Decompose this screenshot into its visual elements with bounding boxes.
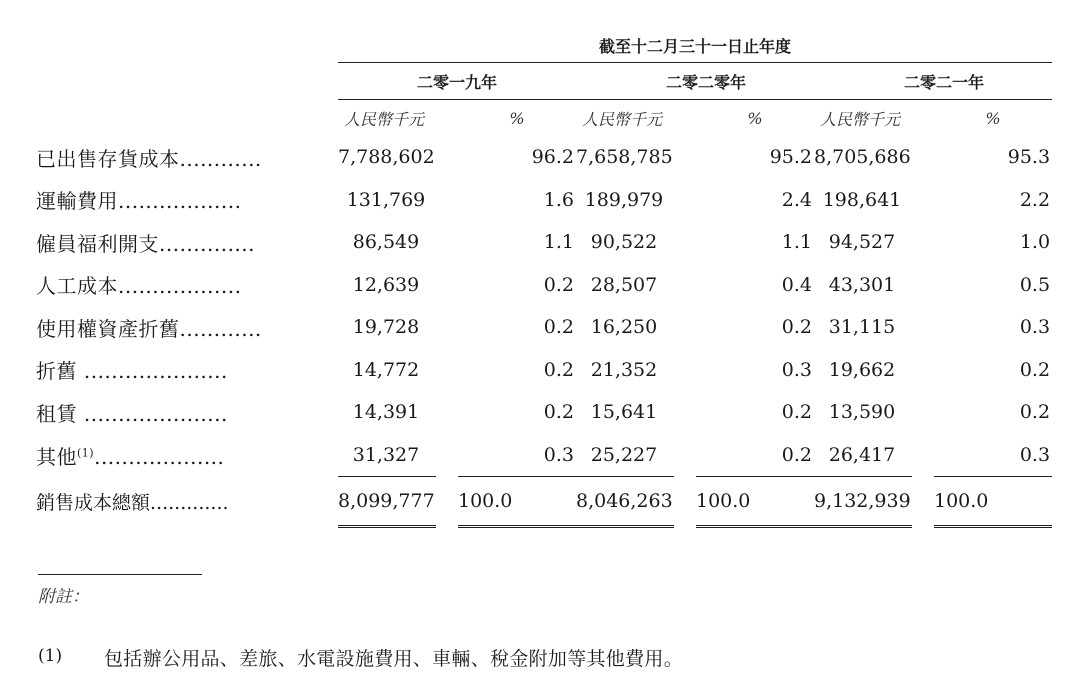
row-label-cell xyxy=(36,477,338,527)
row-label: 人工成本 xyxy=(36,274,118,299)
column-gap xyxy=(674,306,696,349)
leader-dots: ............ xyxy=(179,146,262,171)
column-gap xyxy=(674,264,696,307)
table-row xyxy=(36,434,1052,477)
column-gap xyxy=(436,306,458,349)
column-gap xyxy=(912,264,934,307)
column-gap xyxy=(436,391,458,434)
percent-cell: 0.3 xyxy=(458,434,576,477)
row-label-cell xyxy=(36,221,338,264)
leader-dots: ..................... xyxy=(77,401,228,426)
table-row xyxy=(36,391,1052,434)
table-row xyxy=(36,306,1052,349)
row-label-cell xyxy=(36,434,338,477)
row-label: 折舊 xyxy=(36,359,77,384)
row-label-cell xyxy=(36,349,338,392)
amount-cell: 43,301 xyxy=(828,273,896,296)
column-gap xyxy=(912,179,934,222)
table-row xyxy=(36,179,1052,222)
note-number: (1) xyxy=(38,646,63,666)
column-gap xyxy=(912,306,934,349)
unit-amount: 人民幣千元 xyxy=(344,109,425,129)
row-label: 使用權資產折舊 xyxy=(36,316,180,341)
percent-cell: 95.2 xyxy=(769,146,812,169)
percent-cell: 0.2 xyxy=(696,434,814,477)
percent-cell: 0.2 xyxy=(1019,358,1051,381)
percent-cell: 1.0 xyxy=(1019,231,1051,254)
column-gap xyxy=(674,221,696,264)
column-gap xyxy=(674,477,696,527)
column-gap xyxy=(674,179,696,222)
period-header: 截至十二月三十一日止年度 xyxy=(338,28,1052,63)
percent-cell: 0.3 xyxy=(934,434,1052,477)
amount-cell: 19,728 xyxy=(352,316,420,339)
column-gap xyxy=(674,391,696,434)
unit-amount: 人民幣千元 xyxy=(820,109,901,129)
percent-cell: 1.1 xyxy=(543,231,574,254)
amount-cell: 26,417 xyxy=(814,434,912,477)
percent-cell: 95.3 xyxy=(1007,146,1051,169)
percent-cell: 100.0 xyxy=(696,477,814,527)
amount-cell: 14,772 xyxy=(352,358,420,381)
row-label: 租賃 xyxy=(36,401,77,426)
percent-cell: 0.2 xyxy=(1019,401,1051,424)
row-label: 運輸費用 xyxy=(36,189,118,214)
column-gap xyxy=(436,136,458,179)
percent-cell: 0.2 xyxy=(543,273,574,296)
percent-cell: 0.5 xyxy=(1019,273,1051,296)
column-gap xyxy=(912,349,934,392)
table-row xyxy=(36,264,1052,307)
amount-cell: 198,641 xyxy=(822,188,902,211)
percent-cell: 1.1 xyxy=(781,231,812,254)
year-header-2020: 二零二零年 xyxy=(576,63,814,100)
amount-cell: 86,549 xyxy=(352,231,420,254)
table-row xyxy=(36,221,1052,264)
unit-percent: % xyxy=(509,108,525,128)
row-label: 其他 xyxy=(36,444,77,469)
amount-cell: 7,658,785 xyxy=(576,146,673,169)
unit-percent: % xyxy=(747,108,763,128)
notes-title: 附註： xyxy=(38,587,89,607)
percent-cell: 1.6 xyxy=(543,188,574,211)
percent-cell: 96.2 xyxy=(531,146,574,169)
amount-cell: 13,590 xyxy=(828,401,896,424)
row-label-cell xyxy=(36,264,338,307)
amount-cell: 8,046,263 xyxy=(576,477,674,527)
percent-cell: 0.2 xyxy=(543,316,574,339)
percent-cell: 0.2 xyxy=(781,316,812,339)
column-gap xyxy=(436,179,458,222)
total-row xyxy=(36,477,1052,527)
leader-dots: ................... xyxy=(94,444,225,469)
amount-cell: 12,639 xyxy=(352,273,420,296)
note-text: 包括辦公用品、差旅、水電設施費用、車輛、稅金附加等其他費用。 xyxy=(104,648,684,670)
percent-cell: 2.2 xyxy=(1019,188,1051,211)
amount-cell: 15,641 xyxy=(590,401,658,424)
year-header-2019: 二零一九年 xyxy=(338,63,576,100)
percent-cell: 0.2 xyxy=(543,401,574,424)
table-body xyxy=(36,136,1052,527)
notes-divider xyxy=(38,574,202,575)
footnote-marker: (1) xyxy=(77,445,95,459)
amount-cell: 7,788,602 xyxy=(338,146,435,169)
column-gap xyxy=(912,136,934,179)
percent-cell: 0.2 xyxy=(543,358,574,381)
column-gap xyxy=(912,391,934,434)
table-row xyxy=(36,136,1052,179)
amount-cell: 25,227 xyxy=(576,434,674,477)
column-gap xyxy=(912,434,934,477)
percent-cell: 0.2 xyxy=(781,401,812,424)
row-label-cell xyxy=(36,179,338,222)
column-gap xyxy=(674,349,696,392)
amount-cell: 94,527 xyxy=(828,231,896,254)
amount-cell: 131,769 xyxy=(346,188,426,211)
cost-of-sales-table xyxy=(36,28,1052,528)
amount-cell: 8,705,686 xyxy=(814,146,911,169)
row-label: 銷售成本總額 xyxy=(36,492,151,514)
row-label-cell xyxy=(36,306,338,349)
percent-cell: 0.4 xyxy=(781,273,812,296)
amount-cell: 21,352 xyxy=(590,358,658,381)
row-label: 已出售存貨成本 xyxy=(36,146,180,171)
leader-dots: ............. xyxy=(150,492,229,514)
row-label: 僱員福利開支 xyxy=(36,231,159,256)
row-label-cell xyxy=(36,391,338,434)
amount-cell: 31,327 xyxy=(338,434,436,477)
percent-cell: 100.0 xyxy=(934,477,1052,527)
amount-cell: 16,250 xyxy=(590,316,658,339)
column-gap xyxy=(674,136,696,179)
column-gap xyxy=(436,264,458,307)
column-gap xyxy=(436,349,458,392)
amount-cell: 19,662 xyxy=(828,358,896,381)
percent-cell: 2.4 xyxy=(781,188,812,211)
column-gap xyxy=(436,477,458,527)
percent-cell: 0.3 xyxy=(781,358,812,381)
column-gap xyxy=(674,434,696,477)
column-gap xyxy=(912,221,934,264)
amount-cell: 189,979 xyxy=(584,188,664,211)
leader-dots: ............ xyxy=(179,316,262,341)
table-row xyxy=(36,349,1052,392)
leader-dots: ..................... xyxy=(77,359,228,384)
column-gap xyxy=(436,434,458,477)
leader-dots: .................. xyxy=(118,274,242,299)
amount-cell: 9,132,939 xyxy=(814,477,912,527)
amount-cell: 31,115 xyxy=(828,316,896,339)
leader-dots: .................. xyxy=(118,189,242,214)
year-header-2021: 二零二一年 xyxy=(814,63,1052,100)
amount-cell: 28,507 xyxy=(590,273,658,296)
unit-amount: 人民幣千元 xyxy=(582,109,663,129)
percent-cell: 0.3 xyxy=(1019,316,1051,339)
column-gap xyxy=(912,477,934,527)
unit-percent: % xyxy=(985,108,1001,128)
amount-cell: 90,522 xyxy=(590,231,658,254)
amount-cell: 14,391 xyxy=(352,401,420,424)
percent-cell: 100.0 xyxy=(458,477,576,527)
row-label-cell xyxy=(36,136,338,179)
column-gap xyxy=(436,221,458,264)
leader-dots: .............. xyxy=(159,231,256,256)
amount-cell: 8,099,777 xyxy=(338,477,436,527)
